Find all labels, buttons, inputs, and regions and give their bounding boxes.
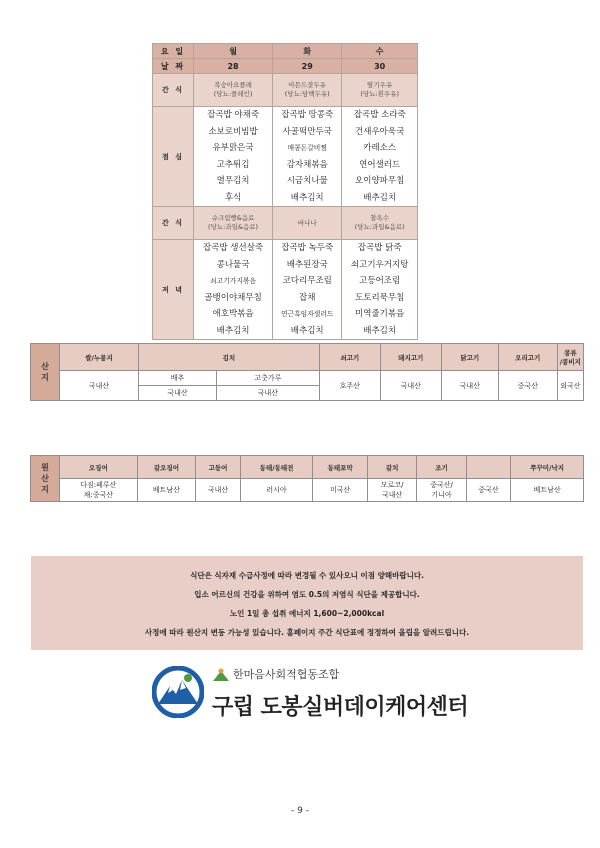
- menu-item: 잡곡밥 야채죽: [207, 110, 260, 120]
- snack-text: 바나나: [297, 218, 317, 227]
- header-squid: 오징어: [60, 456, 138, 479]
- menu-item: 열무김치: [216, 176, 250, 186]
- side-char: 산: [41, 474, 49, 483]
- center-logo: [152, 664, 469, 724]
- value-hairtail: [367, 479, 416, 502]
- menu-item: 시금치나물: [286, 176, 328, 186]
- value-beans: 외국산: [557, 371, 583, 401]
- lunch-tue: [273, 107, 342, 207]
- header-duck: 오리고기: [498, 344, 557, 371]
- snack-pm-cell: [273, 207, 342, 240]
- notice-line: 노인 1일 총 섭취 에너지 1,600~2,000kcal: [229, 609, 385, 618]
- snack-diabetic-text: (당뇨:과일&음료): [208, 223, 259, 231]
- value-pollock-fillet: 미국산: [313, 479, 368, 502]
- menu-item: 잡곡밥 소라죽: [353, 110, 406, 120]
- menu-item: 애호박볶음: [212, 309, 254, 319]
- side-char: 산: [41, 362, 49, 371]
- header-beef: 쇠고기: [319, 344, 380, 371]
- origin-table-seafood: [30, 455, 584, 502]
- snack-text: 슈크림빵&음료: [211, 214, 255, 222]
- label-cabbage: 배추: [139, 371, 217, 386]
- header-hairtail: 갈치: [367, 456, 416, 479]
- menu-item: 코다리무조림: [282, 276, 332, 286]
- coop-name-text: 한마음사회적협동조합: [233, 668, 340, 681]
- coop-mark-icon: [212, 668, 230, 682]
- header-pollock-fillet: 동태포막: [313, 456, 368, 479]
- origin-table-meat: [30, 343, 584, 401]
- snack-text: 찰옥수: [370, 214, 390, 222]
- menu-item: 도토리묵무침: [355, 292, 405, 303]
- snack-pm-label: 간 식: [153, 207, 194, 240]
- menu-item: 배추김치: [363, 192, 397, 203]
- dinner-wed: [342, 240, 418, 340]
- notice-box: [31, 556, 583, 650]
- side-char: 원: [41, 463, 49, 472]
- mountain-logo-icon: [152, 666, 204, 718]
- menu-item: 잡곡밥 닭죽: [357, 243, 402, 253]
- menu-item: 고등어조림: [359, 276, 401, 286]
- menu-item: 잡채: [299, 292, 316, 303]
- menu-item: 잡곡밥 땅콩죽: [281, 110, 334, 120]
- value-pepper: 국내산: [216, 386, 319, 401]
- header-croaker: 조기: [417, 456, 466, 479]
- value-mackerel: 국내산: [196, 479, 240, 502]
- snack-pm-cell: [342, 207, 418, 240]
- value-line: 중국산/: [430, 481, 453, 489]
- menu-item: 감자채볶음: [286, 159, 328, 170]
- notice-line: 사정에 따라 원산지 변동 가능성 있습니다. 홈페이지 주간 식단표에 정정하여 올립을 알려드립니다.: [144, 628, 470, 637]
- snack-diabetic-text: (당뇨:과일&음료): [354, 223, 405, 231]
- menu-item: 배추김치: [216, 325, 250, 336]
- label-pepper: 고춧가루: [216, 371, 319, 386]
- menu-item: 잡곡밥 생선살죽: [202, 243, 264, 253]
- menu-table: [152, 43, 418, 340]
- menu-item: 사골떡만두국: [282, 126, 332, 137]
- date-label: 날 짜: [153, 59, 194, 74]
- header-blank: [466, 456, 510, 479]
- value-chicken: 국내산: [441, 371, 498, 401]
- value-blank: 중국산: [466, 479, 510, 502]
- center-name: 구립 도봉실버데이케어센터: [212, 695, 469, 720]
- snack-am-label: 간 식: [153, 74, 194, 107]
- day-mon: 월: [194, 44, 273, 59]
- menu-item: 쇠고기가지볶음: [210, 277, 257, 285]
- value-duck: 중국산: [498, 371, 557, 401]
- menu-item: 배추김치: [290, 325, 324, 336]
- lunch-label: 점 심: [153, 107, 194, 207]
- day-wed: 수: [342, 44, 418, 59]
- header-squid2: 갈오징어: [137, 456, 196, 479]
- header-mackerel: 고등어: [196, 456, 240, 479]
- snack-am-cell: [342, 74, 418, 107]
- header-pork: 돼지고기: [380, 344, 441, 371]
- header-text: 콩류: [564, 349, 577, 357]
- value-line: 다짐:페루산: [80, 481, 117, 489]
- value-line: 기니아: [431, 491, 452, 499]
- date-tue: 29: [273, 59, 342, 74]
- notice-line: 식단은 식자재 수급사정에 따라 변경될 수 있사오니 이점 양해바랍니다.: [190, 571, 424, 580]
- value-pork: 국내산: [380, 371, 441, 401]
- value-line: 국내산: [382, 491, 403, 499]
- header-octopus: 쭈꾸미/낙지: [511, 456, 584, 479]
- snack-pm-cell: [194, 207, 273, 240]
- menu-item: 카레소스: [363, 143, 397, 153]
- menu-item: 배추김치: [363, 325, 397, 336]
- origin-side-label: [31, 344, 60, 401]
- menu-item: 고추튀김: [216, 159, 250, 170]
- snack-am-cell: [194, 74, 273, 107]
- header-kimchi: 김치: [139, 344, 320, 371]
- menu-item: 연어샐러드: [359, 159, 401, 170]
- value-line: 채:중국산: [83, 491, 114, 499]
- menu-item: 콩나물국: [216, 259, 250, 270]
- value-squid: [60, 479, 138, 502]
- date-mon: 28: [194, 59, 273, 74]
- menu-item: 쇠고기우거지탕: [350, 259, 409, 270]
- value-pollock: 러시아: [240, 479, 313, 502]
- snack-diabetic-text: (당뇨:담백두유): [284, 90, 330, 98]
- lunch-mon: [194, 107, 273, 207]
- snack-diabetic-text: (당뇨:플레인): [213, 90, 253, 98]
- notice-line: 입소 어르신의 건강을 위하여 염도 0.5의 저염식 식단을 제공합니다.: [194, 590, 420, 599]
- dinner-mon: [194, 240, 273, 340]
- dinner-tue: [273, 240, 342, 340]
- snack-am-cell: [273, 74, 342, 107]
- page-number: - 9 -: [291, 806, 309, 816]
- lunch-wed: [342, 107, 418, 207]
- header-beans: [557, 344, 583, 371]
- value-beef: 호주산: [319, 371, 380, 401]
- origin-side-label: [31, 456, 60, 502]
- menu-item: 연근흑임자샐러드: [280, 310, 334, 318]
- value-cabbage: 국내산: [139, 386, 217, 401]
- menu-item: 골뱅이야채무침: [204, 292, 262, 303]
- menu-item: 배추김치: [290, 192, 324, 203]
- value-rice: 국내산: [60, 371, 139, 401]
- menu-item: 배추된장국: [286, 259, 328, 270]
- menu-item: 미역줄기볶음: [355, 309, 405, 319]
- day-label: 요 일: [153, 44, 194, 59]
- value-octopus: 베트남산: [511, 479, 584, 502]
- header-rice: 쌀/누룽지: [60, 344, 139, 371]
- date-wed: 30: [342, 59, 418, 74]
- dinner-label: 저 녁: [153, 240, 194, 340]
- value-squid2: 베트남산: [137, 479, 196, 502]
- value-line: 모로코/: [380, 481, 404, 489]
- value-croaker: [417, 479, 466, 502]
- menu-item: 오이양파무침: [355, 176, 405, 186]
- day-tue: 화: [273, 44, 342, 59]
- snack-text: 아몬드잣두유: [288, 81, 327, 89]
- side-char: 지: [41, 373, 49, 382]
- header-subtext: /콩비지: [559, 358, 581, 366]
- snack-diabetic-text: (당뇨:흰우유): [360, 90, 399, 98]
- menu-item: 잡곡밥 녹두죽: [281, 243, 334, 253]
- coop-name: [212, 666, 339, 682]
- header-pollock: 동태/동태전: [240, 456, 313, 479]
- menu-item: 유부맑은국: [212, 143, 254, 153]
- snack-text: 딸기우유: [367, 81, 393, 89]
- menu-item: 매콤돈갈비찜: [287, 144, 327, 152]
- header-chicken: 닭고기: [441, 344, 498, 371]
- menu-item: 후식: [224, 192, 242, 203]
- menu-item: 소보로비빔밥: [208, 126, 258, 137]
- menu-item: 건새우아욱국: [355, 126, 405, 137]
- side-char: 지: [41, 485, 49, 494]
- snack-text: 복숭아요플레: [214, 81, 252, 89]
